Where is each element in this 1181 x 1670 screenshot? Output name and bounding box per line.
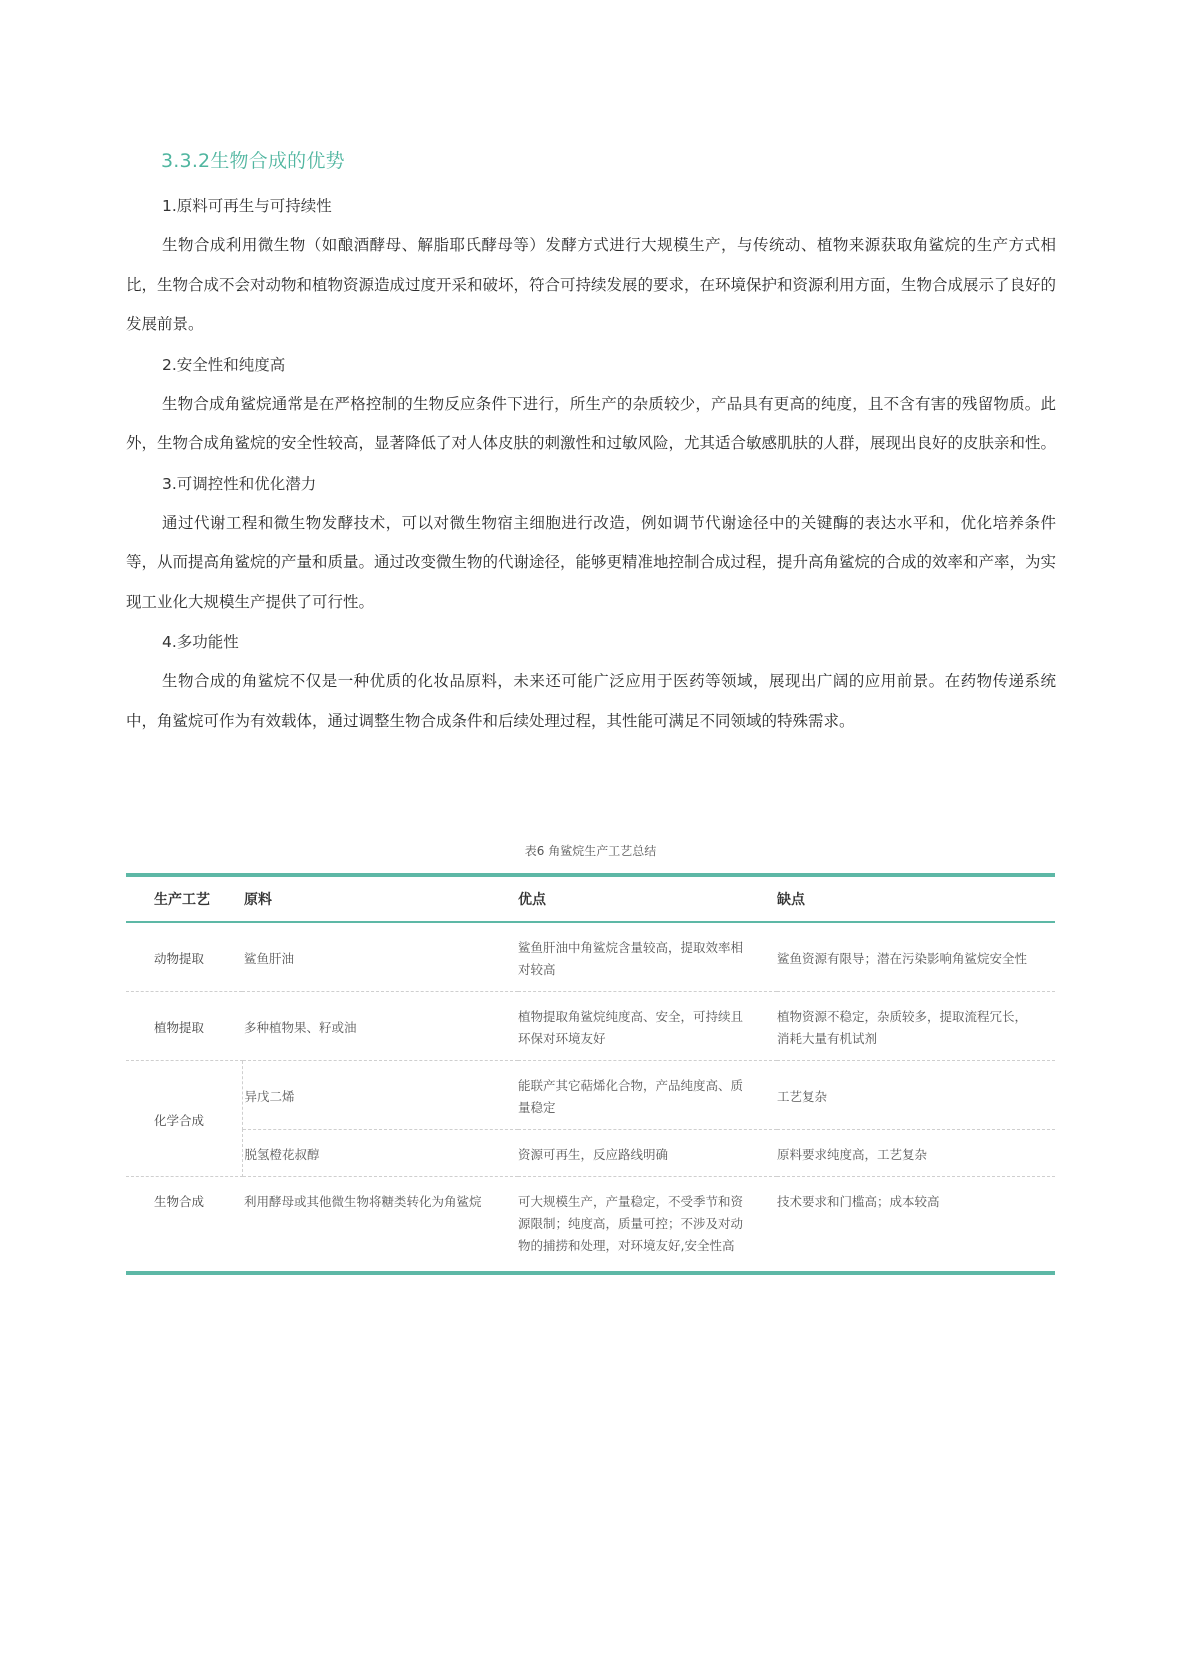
paragraph-4: 生物合成的角鲨烷不仅是一种优质的化妆品原料，未来还可能广泛应用于医药等领域，展现出广阔的应用前景。在药物传递系统中，角鲨烷可作为有效载体，通过调整生物合成条件和后续处理过程，其性能可满足不同领域的特殊需求。: [126, 672, 1056, 730]
header-material: 原料: [242, 875, 518, 922]
table-row: [126, 1130, 1055, 1177]
header-cons: 缺点: [777, 875, 1055, 922]
cell-process: 植物提取: [126, 992, 242, 1061]
cell-material: 脱氢橙花叔醇: [242, 1130, 518, 1177]
subheading-4: 4.多功能性: [162, 633, 239, 651]
table-row: [126, 922, 1055, 992]
cell-material: 利用酵母或其他微生物将糖类转化为角鲨烷: [244, 1194, 482, 1209]
process-table: [126, 873, 1055, 1275]
cell-pros: 能联产其它萜烯化合物，产品纯度高、质量稳定: [518, 1061, 777, 1130]
paragraph-3: 通过代谢工程和微生物发酵技术，可以对微生物宿主细胞进行改造，例如调节代谢途径中的关键酶的表达水平和，优化培养条件等，从而提高角鲨烷的产量和质量。通过改变微生物的代谢途径，能够更精准地控制合成过程，提升高角鲨烷的合成的效率和产率，为实现工业化大规模生产提供了可行性。: [126, 513, 1057, 611]
cell-pros: 可大规模生产，产量稳定，不受季节和资源限制；纯度高，质量可控；不涉及对动物的捕捞和处理，对环境友好,安全性高: [518, 1194, 744, 1253]
cell-cons: 技术要求和门槛高；成本较高: [777, 1194, 940, 1209]
subheading-3: 3.可调控性和优化潜力: [162, 474, 317, 493]
cell-process: 动物提取: [126, 922, 242, 992]
cell-pros: 鲨鱼肝油中角鲨烷含量较高，提取效率相对较高: [518, 922, 777, 992]
cell-cons: 植物资源不稳定，杂质较多，提取流程冗长，消耗大量有机试剂: [777, 992, 1055, 1061]
subheading-1: 1.原料可再生与可持续性: [162, 197, 332, 215]
table-caption: 表6 角鲨烷生产工艺总结: [524, 844, 657, 858]
cell-cons: 鲨鱼资源有限导；潜在污染影响角鲨烷安全性: [777, 922, 1055, 992]
paragraph-2: 生物合成角鲨烷通常是在严格控制的生物反应条件下进行，所生产的杂质较少，产品具有更高的纯度，且不含有害的残留物质。此外，生物合成角鲨烷的安全性较高，显著降低了对人体皮肤的刺激性和过敏风险，尤其适合敏感肌肤的人群，展现出良好的皮肤亲和性。: [126, 394, 1057, 452]
cell-cons: 原料要求纯度高，工艺复杂: [777, 1130, 1055, 1177]
cell-pros: 资源可再生，反应路线明确: [518, 1130, 777, 1177]
cell-material: 异戊二烯: [242, 1061, 518, 1130]
cell-pros: 植物提取角鲨烷纯度高、安全，可持续且环保对环境友好: [518, 992, 777, 1061]
table-row: [126, 992, 1055, 1061]
section-title: 3.3.2生物合成的优势: [161, 150, 345, 172]
cell-process: 生物合成: [154, 1194, 205, 1209]
header-process: 生产工艺: [126, 875, 242, 922]
cell-cons: 工艺复杂: [777, 1061, 1055, 1130]
table-row: [126, 1061, 1055, 1130]
subheading-2: 2.安全性和纯度高: [162, 355, 286, 374]
cell-process: 化学合成: [126, 1061, 242, 1177]
header-pros: 优点: [518, 875, 777, 922]
paragraph-1: 生物合成利用微生物（如酿酒酵母、解脂耶氏酵母等）发酵方式进行大规模生产，与传统动、植物来源获取角鲨烷的生产方式相比，生物合成不会对动物和植物资源造成过度开采和破坏，符合可持续发展的要求，在环境保护和资源利用方面，生物合成展示了良好的发展前景。: [126, 236, 1057, 333]
cell-material: 多种植物果、籽或油: [242, 992, 518, 1061]
cell-material: 鲨鱼肝油: [242, 922, 518, 992]
table-row: [126, 1177, 1055, 1274]
body-text: [126, 186, 1056, 741]
table-header-row: [126, 875, 1055, 922]
